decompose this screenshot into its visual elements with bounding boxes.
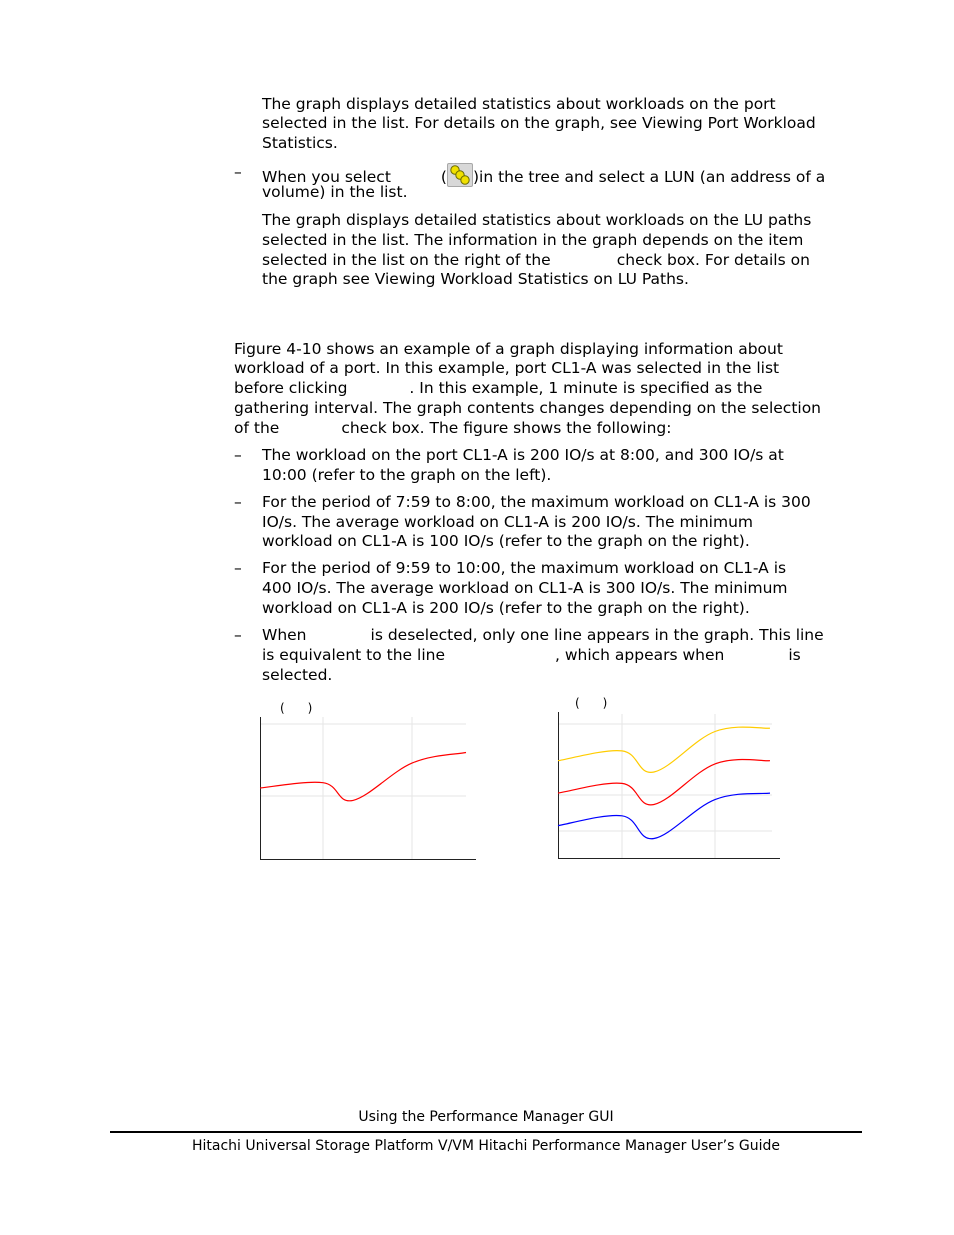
lun-paragraph-line-2: selected in the list. The information in the graph depends on the item: [262, 231, 804, 249]
figure-paragraph-line-3-after: . In this example, 1 minute is specified as the: [409, 379, 763, 397]
chart-right-unit-label: ( ): [575, 696, 608, 710]
bullet-dash: –: [234, 493, 242, 511]
intro-paragraph-line-1: The graph displays detailed statistics about workloads on the port: [262, 95, 776, 113]
bullet-3-line-2: 400 IO/s. The average workload on CL1-A is 300 IO/s. The minimum: [262, 579, 788, 597]
lun-paragraph-line-3-after: check box. For details on: [616, 251, 810, 269]
bullet-1-line-2: 10:00 (refer to the graph on the left).: [262, 466, 552, 484]
figure-paragraph-line-4: gathering interval. The graph contents changes depending on the selection: [234, 399, 822, 417]
bullet-2-line-2: IO/s. The average workload on CL1-A is 200 IO/s. The minimum: [262, 513, 754, 531]
chart-left-series-line-1: [260, 753, 466, 801]
chart-right-series-line-1: [558, 727, 770, 772]
chart-right: [548, 690, 788, 865]
figure-paragraph-line-5-after: check box. The figure shows the following:: [341, 419, 672, 437]
figure-paragraph-line-2: workload of a port. In this example, port CL1-A was selected in the list: [234, 359, 780, 377]
bullet-3-line-1: For the period of 9:59 to 10:00, the maximum workload on CL1-A is: [262, 559, 787, 577]
footer-divider: [110, 1131, 862, 1133]
bullet-4-line-2-before: is equivalent to the line: [262, 646, 445, 664]
intro-paragraph-line-3: Statistics.: [262, 134, 338, 152]
footer-guide-title: Hitachi Universal Storage Platform V/VM Hitachi Performance Manager User’s Guide: [192, 1138, 780, 1154]
lun-icon: [447, 163, 473, 187]
bullet-4-line-1-after: is deselected, only one line appears in the graph. This line: [370, 626, 824, 644]
lun-paragraph-line-1: The graph displays detailed statistics about workloads on the LU paths: [262, 211, 812, 229]
bullet-lun-text-after: )in the tree and select a LUN (an address of a: [472, 168, 826, 186]
figure-paragraph-line-1: Figure 4-10 shows an example of a graph displaying information about: [234, 340, 783, 358]
bullet-dash: –: [234, 163, 242, 181]
lun-paragraph-line-3-before: selected in the list on the right of the: [262, 251, 551, 269]
bullet-dash: –: [234, 446, 242, 464]
bullet-lun-line-2: volume) in the list.: [262, 183, 408, 201]
lun-paragraph-line-4: the graph see Viewing Workload Statistics on LU Paths.: [262, 270, 689, 288]
bullet-3-line-3: workload on CL1-A is 200 IO/s (refer to the graph on the right).: [262, 599, 750, 617]
chart-left-grid: [260, 717, 466, 859]
bullet-2-line-1: For the period of 7:59 to 8:00, the maximum workload on CL1-A is 300: [262, 493, 811, 511]
bullet-4-line-1-before: When: [262, 626, 307, 644]
chart-left: [250, 695, 485, 865]
bullet-4-line-2-mid: , which appears when: [554, 646, 725, 664]
bullet-lun-text-before: When you select: [262, 168, 391, 186]
bullet-lun-open-paren: (: [440, 168, 447, 186]
chart-left-unit-label: ( ): [280, 701, 313, 715]
intro-paragraph-line-2: selected in the list. For details on the graph, see Viewing Port Workload: [262, 114, 816, 132]
figure-paragraph-line-5: [234, 419, 672, 439]
figure-paragraph-line-3: [234, 379, 762, 399]
lun-paragraph-line-3: [262, 251, 810, 271]
bullet-1-line-1: The workload on the port CL1-A is 200 IO/s at 8:00, and 300 IO/s at: [262, 446, 784, 464]
footer-section-title: Using the Performance Manager GUI: [358, 1109, 614, 1125]
bullet-4-line-3: selected.: [262, 666, 333, 684]
bullet-dash: –: [234, 626, 242, 644]
figure-paragraph-line-5-before: of the: [234, 419, 280, 437]
bullet-4-line-2: [262, 646, 801, 666]
chart-right-series-line-2: [558, 760, 770, 805]
bullet-4-line-2-after: is: [788, 646, 801, 664]
bullet-2-line-3: workload on CL1-A is 100 IO/s (refer to the graph on the right).: [262, 532, 750, 550]
bullet-4-line-1: [262, 626, 824, 646]
bullet-dash: –: [234, 559, 242, 577]
figure-paragraph-line-3-before: before clicking: [234, 379, 348, 397]
